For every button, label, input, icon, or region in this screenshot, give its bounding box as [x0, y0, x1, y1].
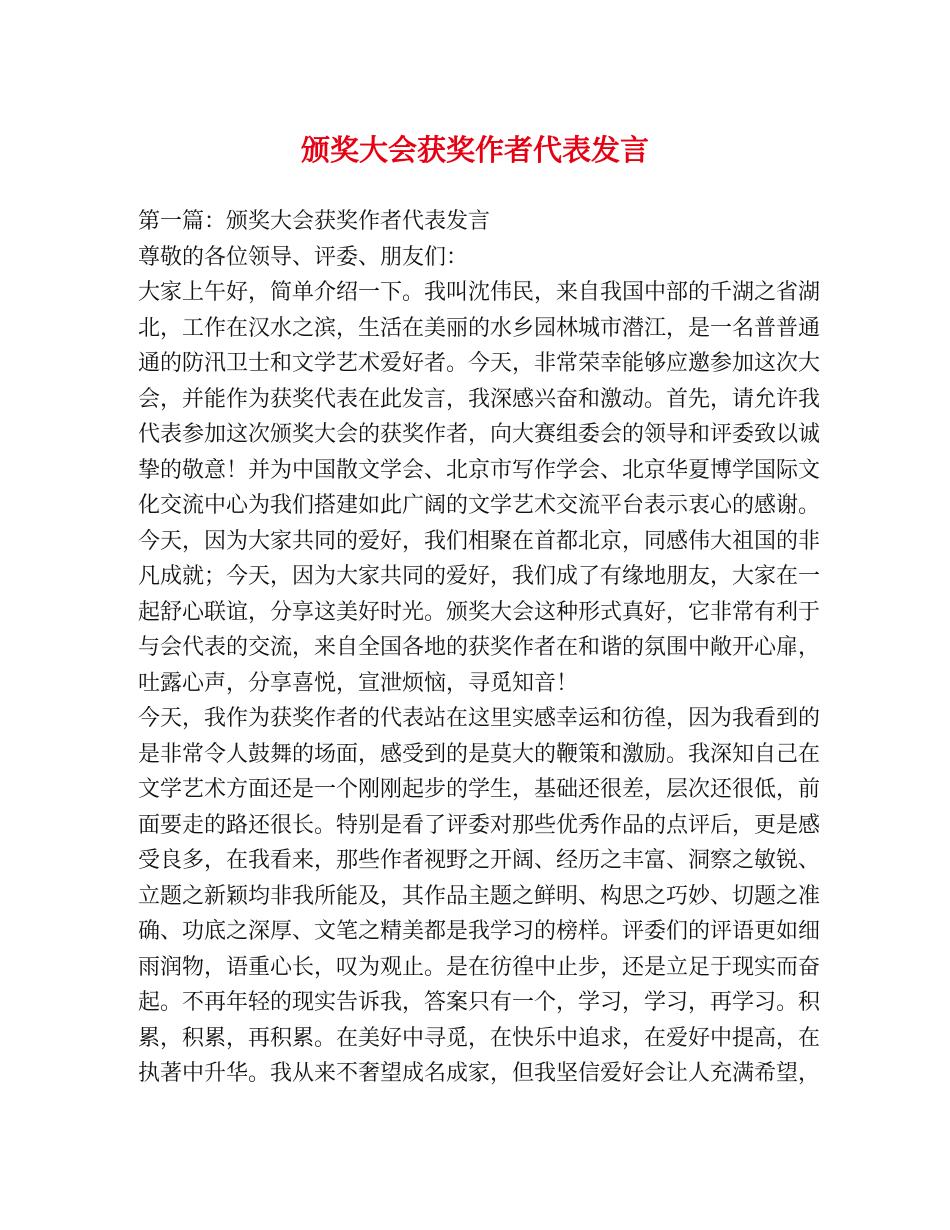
text-line: 大家上午好，简单介绍一下。我叫沈伟民，来自我国中部的千湖之省湖 [138, 280, 821, 305]
text-line: 执著中升华。我从来不奢望成名成家，但我坚信爱好会让人充满希望， [138, 1061, 821, 1086]
text-line: 通的防汛卫士和文学艺术爱好者。今天，非常荣幸能够应邀参加这次大 [138, 351, 821, 376]
text-line: 挚的敬意！并为中国散文学会、北京市写作学会、北京华夏博学国际文 [138, 457, 821, 483]
text-line: 是非常令人鼓舞的场面，感受到的是莫大的鞭策和激励。我深知自己在 [138, 741, 821, 767]
text-line: 雨润物，语重心长，叹为观止。是在彷徨中止步，还是立足于现实而奋 [138, 954, 821, 980]
text-line: 第一篇：颁奖大会获奖作者代表发言 [138, 209, 491, 234]
text-line: 会，并能作为获奖代表在此发言，我深感兴奋和激动。首先，请允许我 [138, 386, 821, 412]
text-line: 文学艺术方面还是一个刚刚起步的学生，基础还很差，层次还很低，前 [138, 777, 821, 802]
text-line: 代表参加这次颁奖大会的获奖作者，向大赛组委会的领导和评委致以诚 [138, 422, 821, 447]
text-line: 确、功底之深厚、文笔之精美都是我学习的榜样。评委们的评语更如细 [138, 919, 821, 944]
text-line: 起舒心联谊，分享这美好时光。颁奖大会这种形式真好，它非常有利于 [138, 599, 821, 625]
text-line: 吐露心声，分享喜悦，宣泄烦恼，寻觅知音！ [138, 670, 579, 696]
text-line: 与会代表的交流，来自全国各地的获奖作者在和谐的氛围中敞开心扉， [138, 635, 821, 660]
text-line: 面要走的路还很长。特别是看了评委对那些优秀作品的点评后，更是感 [138, 812, 821, 838]
text-line: 累，积累，再积累。在美好中寻觅，在快乐中追求，在爱好中提高，在 [138, 1025, 821, 1051]
document-body [138, 204, 821, 1092]
text-line: 今天，我作为获奖作者的代表站在这里实感幸运和彷徨，因为我看到的 [138, 706, 821, 731]
text-line: 尊敬的各位领导、评委、朋友们： [138, 244, 469, 270]
text-line: 起。不再年轻的现实告诉我，答案只有一个，学习，学习，再学习。积 [138, 990, 821, 1015]
text-line: 北，工作在汉水之滨，生活在美丽的水乡园林城市潜江，是一名普普通 [138, 315, 821, 341]
text-line: 化交流中心为我们搭建如此广阔的文学艺术交流平台表示衷心的感谢。 [138, 493, 821, 518]
text-line: 受良多，在我看来，那些作者视野之开阔、经历之丰富、洞察之敏锐、 [138, 848, 821, 873]
text-line: 凡成就；今天，因为大家共同的爱好，我们成了有缘地朋友，大家在一 [138, 564, 821, 589]
document-title: 颁奖大会获奖作者代表发言 [300, 133, 649, 167]
text-line: 今天，因为大家共同的爱好，我们相聚在首都北京，同感伟大祖国的非 [138, 528, 821, 554]
text-line: 立题之新颖均非我所能及，其作品主题之鲜明、构思之巧妙、切题之准 [138, 883, 821, 909]
